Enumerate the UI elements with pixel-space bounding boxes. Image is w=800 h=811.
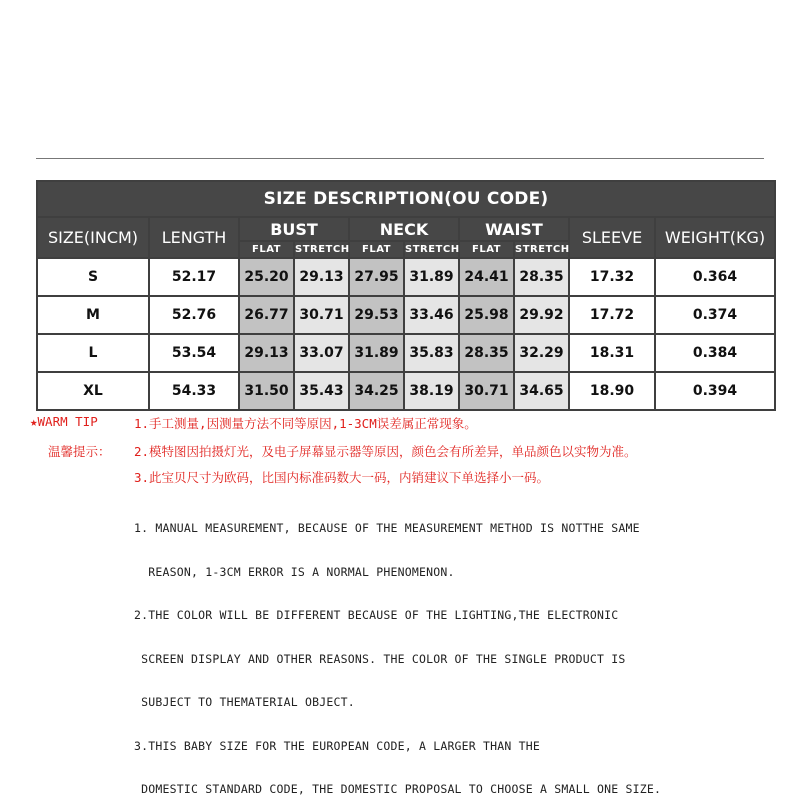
cell-waist-stretch: 34.65 xyxy=(515,373,568,409)
cell-length: 52.76 xyxy=(150,297,238,333)
header-bust: BUST xyxy=(240,218,348,240)
cell-waist-flat: 28.35 xyxy=(460,335,513,371)
top-divider xyxy=(36,158,764,159)
header-size: SIZE(INCM) xyxy=(38,218,148,257)
cell-bust-stretch: 30.71 xyxy=(295,297,348,333)
cell-length: 52.17 xyxy=(150,259,238,295)
cell-length: 54.33 xyxy=(150,373,238,409)
table-row xyxy=(38,259,774,295)
cell-waist-flat: 24.41 xyxy=(460,259,513,295)
cell-weight: 0.384 xyxy=(656,335,774,371)
cell-bust-stretch: 29.13 xyxy=(295,259,348,295)
table-row xyxy=(38,335,774,371)
cell-neck-stretch: 33.46 xyxy=(405,297,458,333)
cell-neck-flat: 29.53 xyxy=(350,297,403,333)
cell-bust-flat: 31.50 xyxy=(240,373,293,409)
en-line: DOMESTIC STANDARD CODE, THE DOMESTIC PROPOSAL TO CHOOSE A SMALL ONE SIZE. xyxy=(134,782,662,796)
en-line: 3.THIS BABY SIZE FOR THE EUROPEAN CODE, A LARGER THAN THE xyxy=(134,738,541,753)
en-line: 1. MANUAL MEASUREMENT, BECAUSE OF THE MEASUREMENT METHOD IS NOTTHE SAME xyxy=(134,521,640,535)
warm-tip-label: ★WARM TIP xyxy=(30,414,98,429)
header-neck-flat: FLAT xyxy=(350,242,403,257)
tip-cn-line-1: 1.手工测量,因测量方法不同等原因,1-3CM误差属正常现象。 xyxy=(134,416,477,431)
cell-sleeve: 18.90 xyxy=(570,373,654,409)
tip-cn-line-3: 3.此宝贝尺寸为欧码，比国内标准码数大一码，内销建议下单选择小一码。 xyxy=(134,470,550,485)
cell-weight: 0.394 xyxy=(656,373,774,409)
cell-weight: 0.374 xyxy=(656,297,774,333)
cell-size: XL xyxy=(38,373,148,409)
cell-sleeve: 17.32 xyxy=(570,259,654,295)
cell-neck-stretch: 31.89 xyxy=(405,259,458,295)
cell-waist-stretch: 32.29 xyxy=(515,335,568,371)
cell-neck-flat: 34.25 xyxy=(350,373,403,409)
header-neck: NECK xyxy=(350,218,458,240)
cell-waist-flat: 30.71 xyxy=(460,373,513,409)
cell-waist-stretch: 28.35 xyxy=(515,259,568,295)
cell-neck-stretch: 38.19 xyxy=(405,373,458,409)
size-table xyxy=(36,180,776,411)
header-bust-stretch: STRETCH xyxy=(295,244,350,255)
header-waist-flat: FLAT xyxy=(460,242,513,257)
cell-waist-flat: 25.98 xyxy=(460,297,513,333)
warm-tip-cn-label: 温馨提示： xyxy=(48,444,111,459)
english-notes xyxy=(134,492,774,811)
cell-bust-stretch: 33.07 xyxy=(295,335,348,371)
en-line: 2.THE COLOR WILL BE DIFFERENT BECAUSE OF THE LIGHTING,THE ELECTRONIC xyxy=(134,608,619,622)
header-bust-flat: FLAT xyxy=(240,242,293,257)
table-title: SIZE DESCRIPTION(OU CODE) xyxy=(38,182,774,216)
cell-neck-flat: 27.95 xyxy=(350,259,403,295)
cell-length: 53.54 xyxy=(150,335,238,371)
en-line: SCREEN DISPLAY AND OTHER REASONS. THE COLOR OF THE SINGLE PRODUCT IS xyxy=(134,651,626,666)
header-length: LENGTH xyxy=(150,218,238,257)
cell-neck-flat: 31.89 xyxy=(350,335,403,371)
cell-weight: 0.364 xyxy=(656,259,774,295)
cell-neck-stretch: 35.83 xyxy=(405,335,458,371)
table-row xyxy=(38,297,774,333)
table-row xyxy=(38,373,774,409)
cell-size: S xyxy=(38,259,148,295)
tip-cn-line-2: 2.模特图因拍摄灯光，及电子屏幕显示器等原因，颜色会有所差异，单品颜色以实物为准。 xyxy=(134,444,637,459)
cell-waist-stretch: 29.92 xyxy=(515,297,568,333)
cell-bust-flat: 26.77 xyxy=(240,297,293,333)
cell-bust-flat: 25.20 xyxy=(240,259,293,295)
header-neck-stretch: STRETCH xyxy=(405,244,460,255)
en-line: REASON, 1-3CM ERROR IS A NORMAL PHENOMENON. xyxy=(134,564,455,579)
cell-bust-stretch: 35.43 xyxy=(295,373,348,409)
header-weight: WEIGHT(KG) xyxy=(656,218,774,257)
header-waist: WAIST xyxy=(460,218,568,240)
cell-size: M xyxy=(38,297,148,333)
cell-sleeve: 17.72 xyxy=(570,297,654,333)
header-sleeve: SLEEVE xyxy=(570,218,654,257)
cell-size: L xyxy=(38,335,148,371)
cell-sleeve: 18.31 xyxy=(570,335,654,371)
header-waist-stretch: STRETCH xyxy=(515,244,570,255)
en-line: SUBJECT TO THEMATERIAL OBJECT. xyxy=(134,695,355,709)
cell-bust-flat: 29.13 xyxy=(240,335,293,371)
